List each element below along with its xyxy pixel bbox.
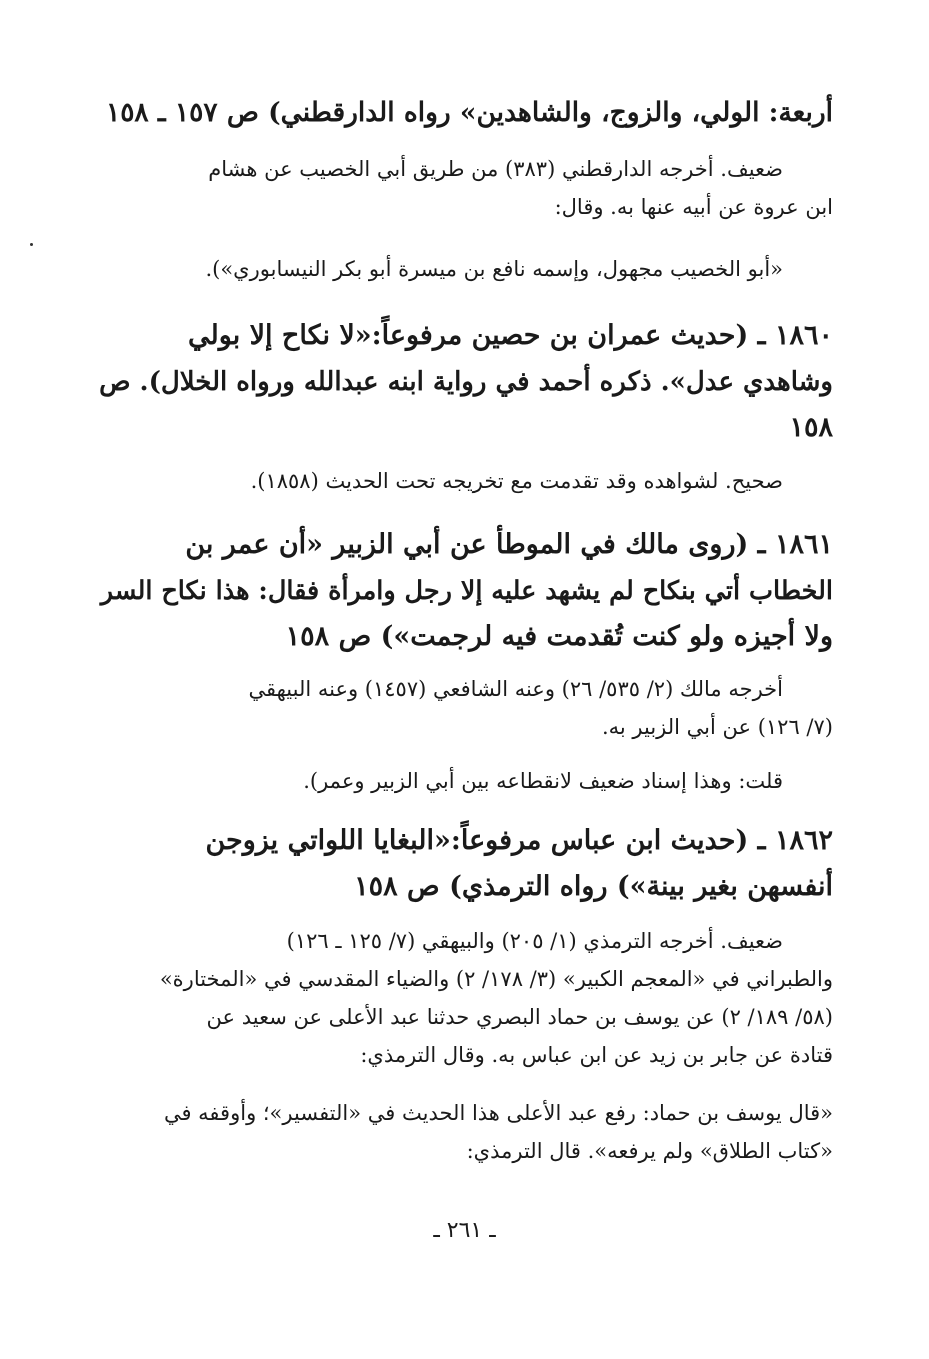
hadith-1859-ending xyxy=(93,90,833,136)
hadith-1860 xyxy=(93,313,833,451)
text-line: «قال يوسف بن حماد: رفع عبد الأعلى هذا الحديث في «التفسير»؛ وأوقفه في xyxy=(163,1101,833,1125)
text-line: «كتاب الطلاق» ولم يرفعه». قال الترمذي: xyxy=(466,1139,833,1163)
text-line: أربعة: الولي، والزوج، والشاهدين» رواه الدارقطني) ص ١٥٧ ـ ١٥٨ xyxy=(105,97,833,128)
text-line: ١٥٨ xyxy=(789,412,833,443)
text-line: ١٨٦٠ ـ (حديث عمران بن حصين مرفوعاً:«لا نكاح إلا بولي xyxy=(188,320,833,351)
text-line: (٧/ ١٢٦) عن أبي الزبير به. xyxy=(601,715,833,739)
text-line: ١٨٦١ ـ (روى مالك في الموطأ عن أبي الزبير «أن عمر بن xyxy=(185,529,833,560)
text-line: وشاهدي عدل». ذكره أحمد في رواية ابنه عبدالله ورواه الخلال). ص xyxy=(99,367,833,397)
text-line: قتادة عن جابر بن زيد عن ابن عباس به. وقال الترمذي: xyxy=(360,1043,833,1067)
author-comment-1861 xyxy=(93,762,833,800)
text-line: ابن عروة عن أبيه عنها به. وقال: xyxy=(554,195,833,219)
quote-tirmidhi xyxy=(93,1094,833,1170)
text-line: ١٨٦٢ ـ (حديث ابن عباس مرفوعاً:«البغايا اللواتي يزوجن xyxy=(205,825,833,856)
text-line: والطبراني في «المعجم الكبير» (٣/ ١٧٨/ ٢) والضياء المقدسي في «المختارة» xyxy=(159,967,833,991)
grading-1860 xyxy=(93,462,833,500)
text-line: «أبو الخصيب مجهول، وإسمه نافع بن ميسرة أبو بكر النيسابوري»). xyxy=(205,257,783,281)
text-line: ضعيف. أخرجه الترمذي (١/ ٢٠٥) والبيهقي (٧/ ١٢٥ ـ ١٢٦) xyxy=(286,929,783,953)
takhrij-1861 xyxy=(93,670,833,746)
hadith-1862 xyxy=(93,818,833,910)
text-line: أخرجه مالك (٢/ ٥٣٥/ ٢٦) وعنه الشافعي (١٤٥٧) وعنه البيهقي xyxy=(248,677,783,701)
text-line: صحيح. لشواهده وقد تقدمت مع تخريجه تحت الحديث (١٨٥٨). xyxy=(250,469,783,493)
text-line: ولا أجيزه ولو كنت تُقدمت فيه لرجمت») ص ١٥٨ xyxy=(285,621,833,652)
page-number: ـ ٢٦١ ـ xyxy=(433,1218,496,1243)
text-line: الخطاب أتي بنكاح لم يشهد عليه إلا رجل وامرأة فقال: هذا نكاح السر xyxy=(100,576,833,606)
margin-dot xyxy=(30,243,33,246)
text-line: أنفسهن بغير بينة») رواه الترمذي) ص ١٥٨ xyxy=(354,871,833,902)
text-line: ضعيف. أخرجه الدارقطني (٣٨٣) من طريق أبي الخصيب عن هشام xyxy=(208,157,783,181)
takhrij-1859 xyxy=(93,150,833,226)
text-line: قلت: وهذا إسناد ضعيف لانقطاعه بين أبي الزبير وعمر). xyxy=(303,769,783,793)
text-line: (٥٨/ ١٨٩/ ٢) عن يوسف بن حماد البصري حدثنا عبد الأعلى عن سعيد عن xyxy=(206,1005,833,1029)
takhrij-1862 xyxy=(93,922,833,1074)
hadith-1861 xyxy=(93,522,833,660)
quote-daraqutni xyxy=(93,250,833,288)
